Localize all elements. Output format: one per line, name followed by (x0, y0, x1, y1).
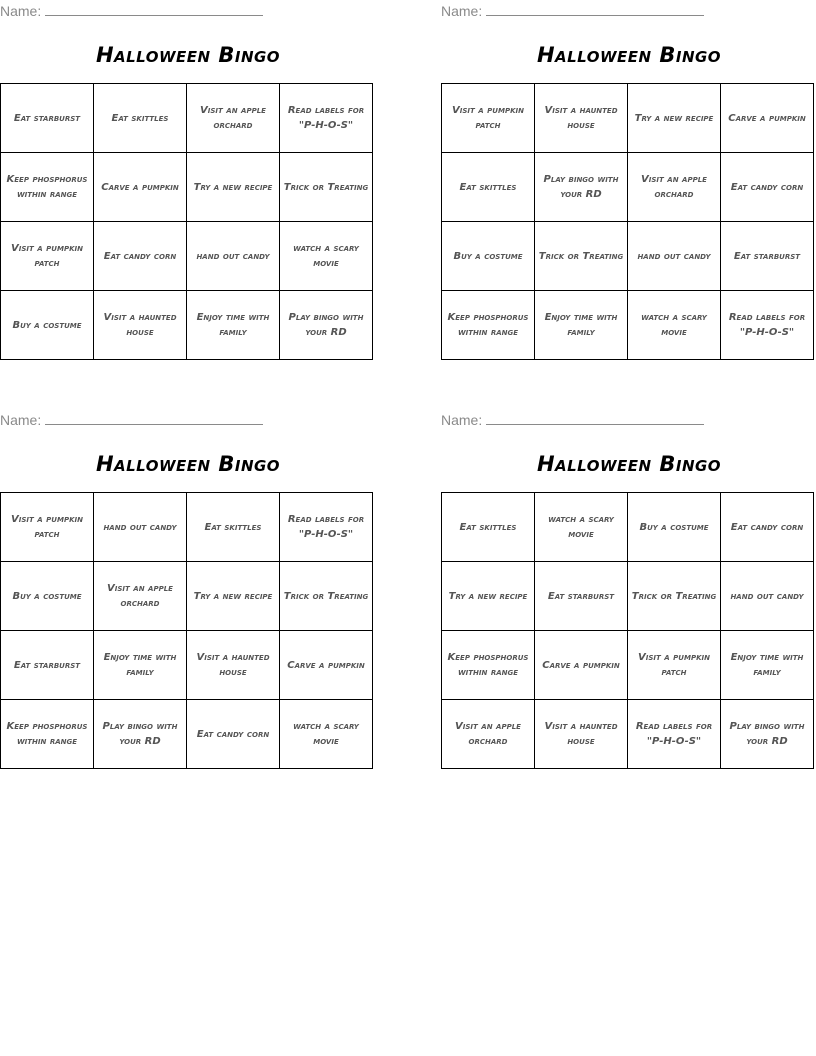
bingo-cell: Eat candy corn (187, 700, 280, 769)
bingo-cell: Read labels for "P-H-O-S" (280, 84, 373, 153)
grid-row (1, 562, 373, 631)
bingo-cell: Eat candy corn (721, 153, 814, 222)
name-field (441, 2, 704, 20)
bingo-cell: Try a new recipe (442, 562, 535, 631)
grid-row (442, 291, 814, 360)
name-field (441, 411, 704, 429)
bingo-cell: hand out candy (94, 493, 187, 562)
bingo-cell: Keep phosphorus within range (442, 291, 535, 360)
bingo-cell: Keep phosphorus within range (1, 153, 94, 222)
name-field (0, 411, 263, 429)
bingo-cell: watch a scary movie (280, 700, 373, 769)
grid-row (442, 222, 814, 291)
bingo-cell: Eat skittles (94, 84, 187, 153)
bingo-cell: Read labels for "P-H-O-S" (721, 291, 814, 360)
bingo-cell: Visit an apple orchard (442, 700, 535, 769)
grid-row (442, 84, 814, 153)
grid-row (1, 291, 373, 360)
grid-row (442, 631, 814, 700)
bingo-cell: Visit an apple orchard (94, 562, 187, 631)
bingo-cell: Eat skittles (187, 493, 280, 562)
bingo-cell: Buy a costume (1, 562, 94, 631)
bingo-cell: Eat starburst (721, 222, 814, 291)
bingo-cell: Buy a costume (442, 222, 535, 291)
bingo-cell: Trick or Treating (535, 222, 628, 291)
grid-row (1, 153, 373, 222)
bingo-cell: Visit a pumpkin patch (1, 493, 94, 562)
bingo-cell: Visit a haunted house (535, 84, 628, 153)
bingo-cell: watch a scary movie (280, 222, 373, 291)
bingo-cell: Read labels for "P-H-O-S" (280, 493, 373, 562)
bingo-grid (0, 492, 373, 769)
name-field (0, 2, 263, 20)
bingo-cell: Read labels for "P-H-O-S" (628, 700, 721, 769)
name-blank-line (45, 412, 263, 425)
bingo-cell: Play bingo with your RD (721, 700, 814, 769)
bingo-cell: Keep phosphorus within range (442, 631, 535, 700)
grid-row (1, 631, 373, 700)
bingo-cell: Try a new recipe (187, 153, 280, 222)
bingo-cell: Enjoy time with family (535, 291, 628, 360)
bingo-cell: Try a new recipe (628, 84, 721, 153)
grid-row (442, 493, 814, 562)
bingo-cell: Carve a pumpkin (721, 84, 814, 153)
bingo-cell: Play bingo with your RD (535, 153, 628, 222)
card-title: Halloween Bingo (536, 43, 722, 67)
grid-row (442, 700, 814, 769)
grid-row (1, 700, 373, 769)
card-title: Halloween Bingo (95, 43, 281, 67)
bingo-cell: Trick or Treating (628, 562, 721, 631)
bingo-cell: Enjoy time with family (187, 291, 280, 360)
name-label: Name: (0, 412, 42, 428)
bingo-cell: Visit a haunted house (535, 700, 628, 769)
bingo-cell: Visit a haunted house (187, 631, 280, 700)
bingo-cell: Play bingo with your RD (280, 291, 373, 360)
name-label: Name: (441, 3, 483, 19)
bingo-cell: Visit an apple orchard (187, 84, 280, 153)
bingo-cell: Carve a pumpkin (94, 153, 187, 222)
card-title: Halloween Bingo (536, 452, 722, 476)
bingo-cell: Buy a costume (628, 493, 721, 562)
bingo-cell: Visit a pumpkin patch (442, 84, 535, 153)
bingo-cell: Eat skittles (442, 153, 535, 222)
bingo-cell: Enjoy time with family (94, 631, 187, 700)
bingo-cell: Visit an apple orchard (628, 153, 721, 222)
bingo-cell: Visit a pumpkin patch (1, 222, 94, 291)
bingo-cell: Eat starburst (535, 562, 628, 631)
card-title: Halloween Bingo (95, 452, 281, 476)
bingo-cell: Eat starburst (1, 631, 94, 700)
bingo-cell: Keep phosphorus within range (1, 700, 94, 769)
bingo-cell: Eat candy corn (94, 222, 187, 291)
bingo-cell: hand out candy (721, 562, 814, 631)
bingo-cell: hand out candy (628, 222, 721, 291)
bingo-cell: Visit a haunted house (94, 291, 187, 360)
name-label: Name: (0, 3, 42, 19)
grid-row (1, 222, 373, 291)
grid-row (442, 153, 814, 222)
name-blank-line (45, 3, 263, 16)
bingo-cell: Play bingo with your RD (94, 700, 187, 769)
bingo-cell: Visit a pumpkin patch (628, 631, 721, 700)
bingo-grid (0, 83, 373, 360)
name-blank-line (486, 3, 704, 16)
name-label: Name: (441, 412, 483, 428)
bingo-cell: Buy a costume (1, 291, 94, 360)
name-blank-line (486, 412, 704, 425)
bingo-cell: hand out candy (187, 222, 280, 291)
bingo-cell: Trick or Treating (280, 153, 373, 222)
grid-row (442, 562, 814, 631)
bingo-grid (441, 83, 814, 360)
grid-row (1, 493, 373, 562)
bingo-cell: Eat candy corn (721, 493, 814, 562)
bingo-grid (441, 492, 814, 769)
grid-row (1, 84, 373, 153)
bingo-cell: watch a scary movie (535, 493, 628, 562)
bingo-cell: watch a scary movie (628, 291, 721, 360)
bingo-cell: Carve a pumpkin (535, 631, 628, 700)
bingo-cell: Trick or Treating (280, 562, 373, 631)
bingo-cell: Enjoy time with family (721, 631, 814, 700)
bingo-cell: Try a new recipe (187, 562, 280, 631)
bingo-cell: Eat starburst (1, 84, 94, 153)
bingo-cell: Eat skittles (442, 493, 535, 562)
bingo-cell: Carve a pumpkin (280, 631, 373, 700)
